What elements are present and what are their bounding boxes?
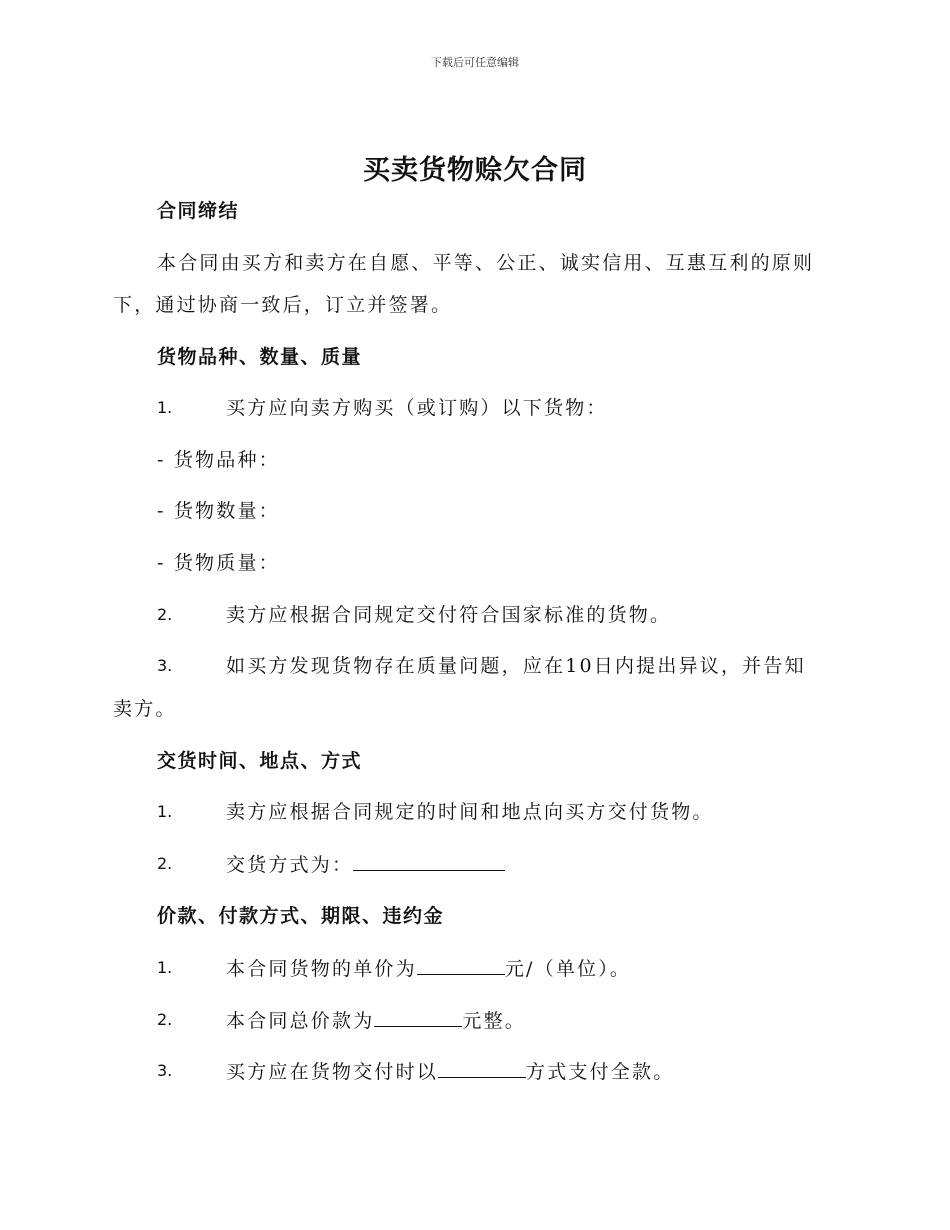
total-price-label: 本合同总价款为 — [226, 1010, 375, 1032]
item-text: 买方应向卖方购买（或订购）以下货物： — [226, 397, 608, 419]
item-text: 卖方应根据合同规定的时间和地点向买方交付货物。 — [226, 801, 714, 823]
section-heading-delivery: 交货时间、地点、方式 — [157, 750, 363, 772]
sub-item-goods-quality: - 货物质量： — [157, 552, 280, 574]
payment-method-blank[interactable] — [438, 1059, 526, 1078]
payment-method-suffix: 方式支付全款。 — [526, 1061, 675, 1083]
sub-item-goods-quantity: - 货物数量： — [157, 500, 280, 522]
section-heading-price-payment: 价款、付款方式、期限、违约金 — [157, 905, 445, 927]
delivery-method-blank[interactable] — [353, 852, 505, 871]
item-text-continued: 卖方。 — [113, 698, 177, 720]
payment-method-label: 买方应在货物交付时以 — [226, 1061, 439, 1083]
document-title: 买卖货物赊欠合同 — [363, 155, 587, 186]
sub-item-goods-type: - 货物品种： — [157, 449, 280, 471]
item-number: 3. — [157, 1061, 173, 1080]
section-heading-contract-conclusion: 合同缔结 — [157, 200, 240, 222]
item-number: 2. — [157, 1010, 173, 1029]
item-number: 3. — [157, 656, 173, 675]
delivery-method-label: 交货方式为： — [226, 854, 354, 876]
paragraph-line: 本合同由买方和卖方在自愿、平等、公正、诚实信用、互惠互利的原则 — [157, 252, 815, 274]
item-number: 2. — [157, 854, 173, 873]
item-number: 2. — [157, 605, 173, 624]
item-text: 如买方发现货物存在质量问题，应在10日内提出异议，并告知 — [226, 655, 806, 677]
unit-price-label: 本合同货物的单价为 — [226, 958, 417, 980]
total-price-blank[interactable] — [374, 1008, 462, 1027]
item-number: 1. — [157, 398, 173, 417]
paragraph-line: 下，通过协商一致后，订立并签署。 — [113, 294, 453, 316]
item-text — [226, 852, 505, 877]
header-note: 下载后可任意编辑 — [431, 56, 519, 69]
unit-price-blank[interactable] — [417, 956, 505, 975]
unit-price-suffix: 元/（单位）。 — [504, 958, 632, 980]
item-text — [226, 956, 631, 981]
item-text — [226, 1008, 526, 1033]
item-number: 1. — [157, 958, 173, 977]
section-heading-goods: 货物品种、数量、质量 — [157, 346, 363, 368]
total-price-suffix: 元整。 — [462, 1010, 527, 1032]
item-text — [226, 1059, 674, 1084]
item-number: 1. — [157, 802, 173, 821]
item-text: 卖方应根据合同规定交付符合国家标准的货物。 — [226, 604, 672, 626]
